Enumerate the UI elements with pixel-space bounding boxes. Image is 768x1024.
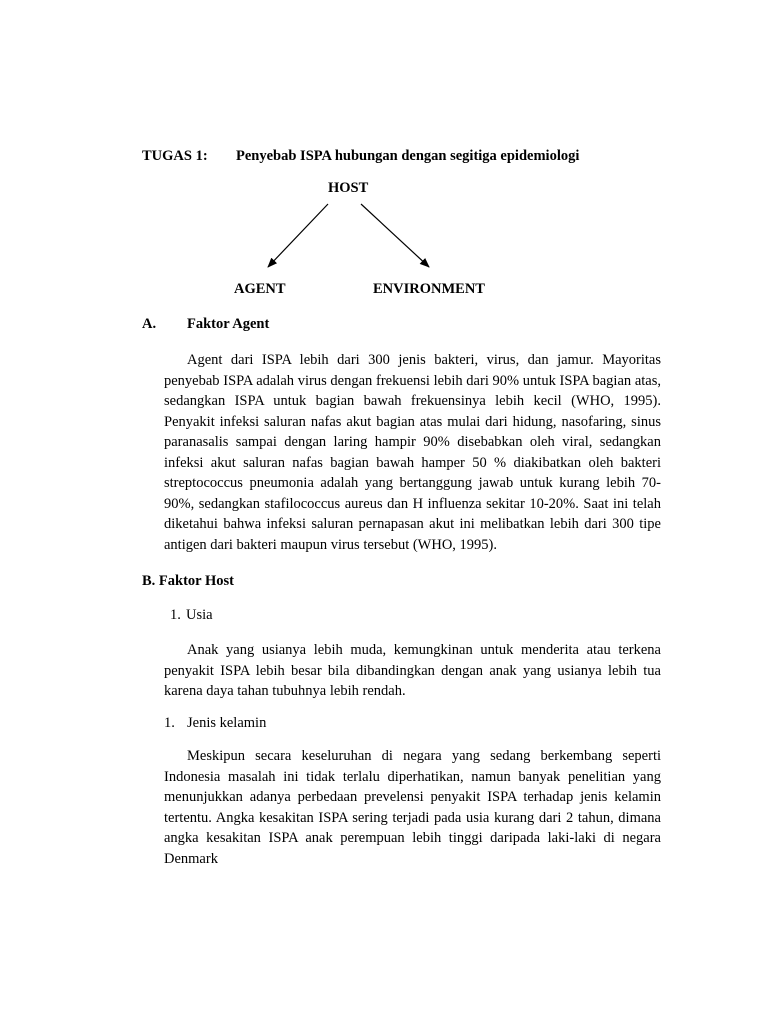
section-b-title: B. Faktor Host <box>142 573 234 589</box>
item-jenis-kelamin-label: Jenis kelamin <box>187 715 267 731</box>
item-jenis-kelamin-paragraph: Meskipun secara keseluruhan di negara yang sedang berkembang seperti Indonesia masalah ini tidak terlalu diperhatikan, namun banyak penelitian yang menunjukkan adanya perbedaan prevelensi penyakit ISPA terhadap jenis kelamin tertentu. Angka kesakitan ISPA sering terjadi pada usia kurang dari 2 tahun, dimana angka kesakitan ISPA anak perempuan lebih tinggi daripada laki-laki di negara Denmark <box>164 748 661 867</box>
section-a-number: A. <box>142 316 157 332</box>
arrow-host-to-agent <box>268 204 328 267</box>
item-usia-paragraph: Anak yang usianya lebih muda, kemungkinan untuk menderita atau terkena penyakit ISPA lebih besar bila dibandingkan dengan anak yang usianya lebih tua karena daya tahan tubuhnya lebih rendah. <box>164 642 661 699</box>
assignment-title: Penyebab ISPA hubungan dengan segitiga epidemiologi <box>236 148 580 164</box>
item-usia-number: 1. <box>170 607 181 623</box>
section-a-title: Faktor Agent <box>187 316 270 332</box>
item-usia-label: Usia <box>186 607 213 623</box>
arrow-host-to-environment <box>361 204 429 267</box>
assignment-label: TUGAS 1: <box>142 148 208 164</box>
diagram-node-environment: ENVIRONMENT <box>373 281 485 297</box>
item-jenis-kelamin-number: 1. <box>164 715 175 731</box>
diagram-node-host: HOST <box>328 180 369 196</box>
diagram-node-agent: AGENT <box>234 281 286 297</box>
section-a-paragraph: Agent dari ISPA lebih dari 300 jenis bakteri, virus, dan jamur. Mayoritas penyebab ISPA adalah virus dengan frekuensi lebih dari 90% untuk ISPA bagian atas, sedangkan ISPA untuk bagian bawah frekuensinya lebih kecil (WHO, 1995). Penyakit infeksi saluran nafas akut bagian atas mulai dari hidung, nasofaring, sinus paranasalis sampai dengan laring hampir 90% disebabkan oleh viral, sedangkan infeksi akut saluran nafas bagian bawah hamper 50 % diakibatkan oleh bakteri streptococcus pneumonia adalah yang bertanggung jawab untuk kurang lebih 70-90%, sedangkan stafilococcus aureus dan H influenza sekitar 10-20%. Saat ini telah diketahui bahwa infeksi saluran pernapasan akut ini melibatkan lebih dari 300 tipe antigen dari bakteri maupun virus tersebut (WHO, 1995). <box>164 352 661 553</box>
